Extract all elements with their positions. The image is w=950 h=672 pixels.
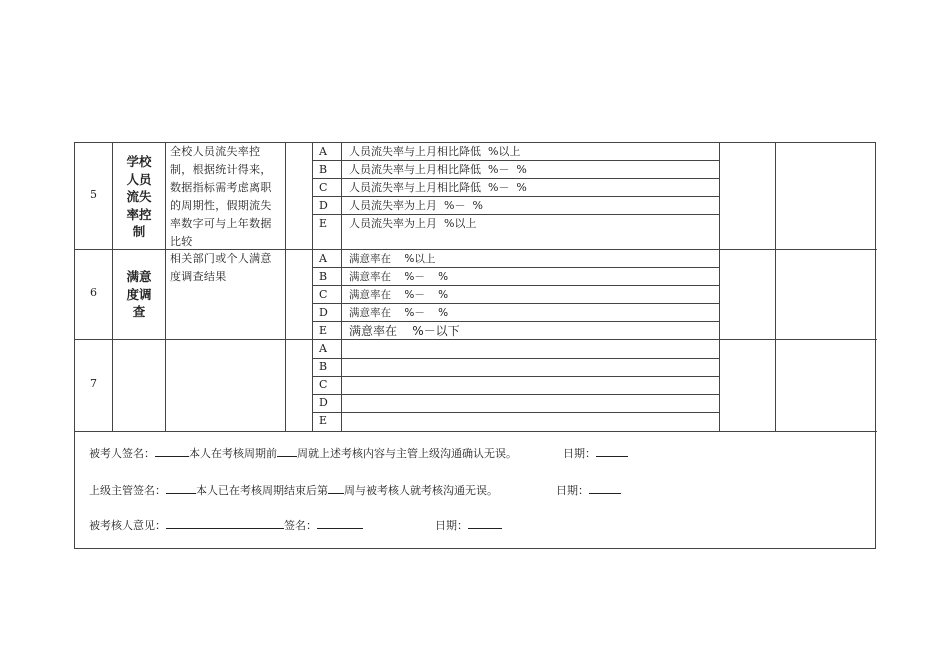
description-line: 全校人员流失率控 [170,145,261,158]
assessee-opinion-label: 被考核人意见： [89,519,166,532]
col-divider [285,143,286,431]
description-line: 制，根据统计得来， [170,163,272,176]
option-text: 满意率在 %以上 [349,253,436,265]
description-line: 度调查结果 [170,270,227,283]
item-name-line: 人员 [126,171,152,187]
date-label: 日期： [435,519,468,532]
week-number-blank[interactable] [328,483,344,494]
footer-text: 周就上述考核内容与主管上级沟通确认无误。 [297,447,517,460]
date-blank[interactable] [589,483,621,494]
description-line: 相关部门或个人满意 [170,252,272,265]
option-divider [312,358,719,359]
option-text: 人员流失率为上月 %以上 [349,217,477,230]
option-divider [312,394,719,395]
option-letter: A [319,252,327,265]
item-name-line: 流失 [126,189,152,204]
option-text: 人员流失率为上月 %－ % [349,199,483,212]
col-divider [165,143,166,431]
weeks-blank[interactable] [277,446,297,457]
item-name [113,153,165,241]
option-divider [312,376,719,377]
col-divider [719,143,720,431]
opinion-blank[interactable] [166,518,284,529]
option-text: 满意率在 %－ % [349,271,449,283]
row-number: 6 [90,286,97,299]
option-letter: E [319,414,328,427]
footer-text: 本人在考核周期前 [189,447,277,460]
option-text: 人员流失率与上月相比降低 %－ % [349,163,527,176]
description-line: 数据指标需考虑离职 [170,181,272,194]
option-letter: D [319,306,328,319]
date-label: 日期： [563,447,596,460]
footer-line-assessee [89,445,628,461]
option-text: 人员流失率与上月相比降低 %－ % [349,181,527,194]
option-letter: E [319,324,328,337]
option-letter: D [319,199,328,212]
item-description [170,143,285,251]
col-divider [341,143,342,431]
item-name-line: 满意 [126,269,152,284]
option-text: 满意率在 %－ % [349,289,449,301]
item-name-line: 查 [132,304,146,319]
option-text: 满意率在 %－以下 [349,324,460,338]
item-name-line: 度调 [126,286,152,302]
description-line: 比较 [170,235,193,248]
supervisor-signature-label: 上级主管签名： [89,484,166,497]
item-description [170,250,285,286]
assessee-signature-blank[interactable] [155,446,189,457]
option-letter: B [319,360,328,373]
date-label: 日期： [556,484,589,497]
footer-line-supervisor [89,482,621,498]
description-line: 的周期性，假期流失 [170,199,272,212]
date-blank[interactable] [596,446,628,457]
row-number: 7 [90,377,97,390]
footer-line-opinion [89,517,502,533]
item-name-line: 率控 [126,206,152,222]
option-letter: A [319,342,327,355]
item-name-line: 学校 [126,154,152,169]
option-letter: B [319,163,328,176]
supervisor-signature-blank[interactable] [166,483,196,494]
option-letter: A [319,145,327,158]
assessee-signature-label: 被考人签名： [89,447,155,460]
col-divider [312,143,313,431]
option-letter: E [319,217,328,230]
row-divider [75,431,877,432]
row-number: 5 [90,188,97,201]
item-name [113,268,165,321]
assessment-table [74,142,876,549]
item-name-line: 制 [132,224,146,239]
footer-text: 周与被考核人就考核沟通无误。 [344,484,498,497]
row-divider [75,339,877,340]
signature-label: 签名： [284,519,317,532]
option-text: 满意率在 %－ % [349,307,449,319]
footer-text: 本人已在考核周期结束后第 [196,484,328,497]
date-blank[interactable] [468,518,502,529]
option-letter: B [319,270,328,283]
col-divider [775,143,776,431]
option-text: 人员流失率与上月相比降低 %以上 [349,145,521,158]
description-line: 率数字可与上年数据 [170,217,272,230]
option-letter: D [319,396,328,409]
option-letter: C [319,378,328,391]
signature-blank[interactable] [317,518,363,529]
option-divider [312,412,719,413]
option-letter: C [319,181,328,194]
option-letter: C [319,288,328,301]
